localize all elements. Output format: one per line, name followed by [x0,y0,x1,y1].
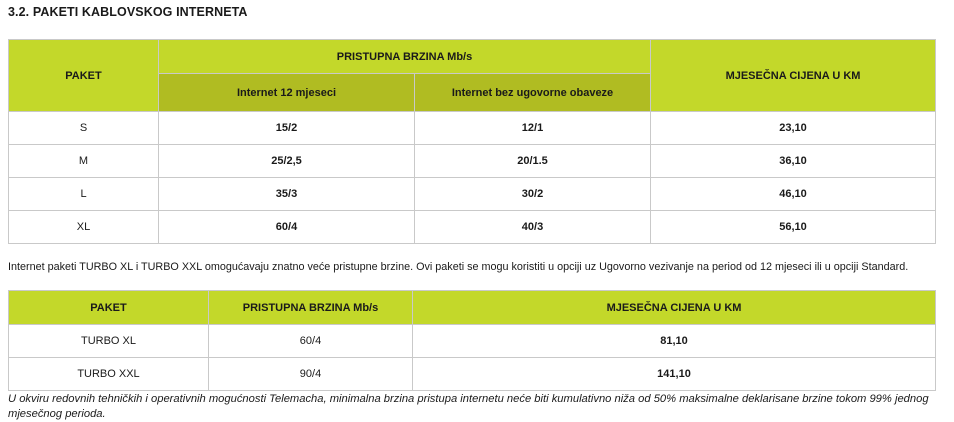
header-internet-12-months: Internet 12 mjeseci [159,74,415,112]
header-monthly-price: MJESEČNA CIJENA U KM [651,40,936,112]
table-row [9,325,936,358]
price-cell: 141,10 [413,358,936,391]
paket-cell: XL [9,211,159,244]
header-access-speed: PRISTUPNA BRZINA Mb/s [209,291,413,325]
price-cell: 23,10 [651,112,936,145]
table-row [9,211,936,244]
speed-free-cell: 20/1.5 [415,145,651,178]
speed-12-cell: 60/4 [159,211,415,244]
paket-cell: TURBO XL [9,325,209,358]
header-internet-no-contract: Internet bez ugovorne obaveze [415,74,651,112]
speed-free-cell: 40/3 [415,211,651,244]
table-row [9,112,936,145]
footnote: U okviru redovnih tehničkih i operativnih mogućnosti Telemacha, minimalna brzina pristupa internetu neće biti kumulativno niža od 50% maksimalne deklarisane brzine tokom 99% jednog mjesečnog perioda. [8,393,929,420]
price-cell: 46,10 [651,178,936,211]
turbo-packages-table [8,290,936,391]
turbo-note: Internet paketi TURBO XL i TURBO XXL omogućavaju znatno veće pristupne brzine. Ovi paketi se mogu koristiti u opciji uz Ugovorno vezivanje na period od 12 mjeseci ili u opciji Standard. [8,261,909,273]
cable-internet-packages-table [8,39,936,244]
header-paket: PAKET [9,40,159,112]
section-title: 3.2. PAKETI KABLOVSKOG INTERNETA [8,5,248,19]
paket-cell: L [9,178,159,211]
speed-12-cell: 25/2,5 [159,145,415,178]
header-paket: PAKET [9,291,209,325]
speed-free-cell: 30/2 [415,178,651,211]
paket-cell: TURBO XXL [9,358,209,391]
price-cell: 56,10 [651,211,936,244]
speed-cell: 90/4 [209,358,413,391]
header-access-speed: PRISTUPNA BRZINA Mb/s [159,40,651,74]
table-row [9,358,936,391]
price-cell: 36,10 [651,145,936,178]
speed-cell: 60/4 [209,325,413,358]
paket-cell: M [9,145,159,178]
speed-12-cell: 35/3 [159,178,415,211]
table-row [9,178,936,211]
speed-12-cell: 15/2 [159,112,415,145]
table-row [9,145,936,178]
price-cell: 81,10 [413,325,936,358]
header-monthly-price: MJESEČNA CIJENA U KM [413,291,936,325]
paket-cell: S [9,112,159,145]
speed-free-cell: 12/1 [415,112,651,145]
